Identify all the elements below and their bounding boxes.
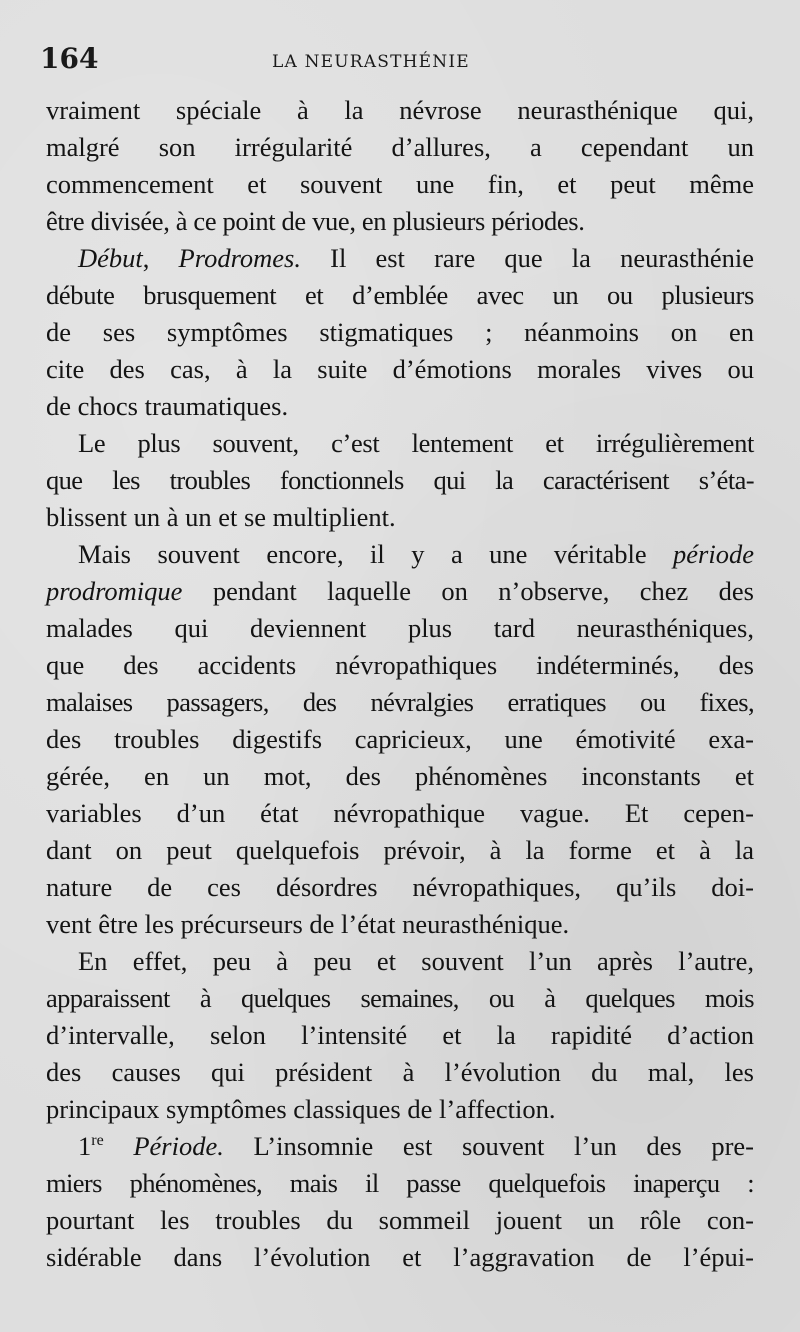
text-fragment: L’insomnie est souvent l’un des pre- bbox=[223, 1131, 755, 1161]
italic-heading-prodromes: Prodromes. bbox=[178, 243, 301, 273]
page-number: 164 bbox=[40, 42, 99, 75]
text-line: de chocs traumatiques. bbox=[46, 391, 289, 421]
paragraph-debut-first-line bbox=[46, 240, 754, 277]
text-line: blissent un à un et se multiplient. bbox=[46, 502, 396, 532]
text-line: malaises passagers, des névralgies erratiques ou fixes, bbox=[46, 687, 754, 717]
italic-heading-debut: Début bbox=[78, 243, 143, 273]
text-line: que des accidents névropathiques indéterminés, des bbox=[46, 650, 754, 680]
italic-term-periode: période bbox=[673, 539, 754, 569]
text-line: cite des cas, à la suite d’émotions morales vives ou bbox=[46, 354, 754, 384]
text-fragment: , bbox=[142, 243, 179, 273]
text-line: pourtant les troubles du sommeil jouent un rôle con- bbox=[46, 1205, 754, 1235]
text-line: miers phénomènes, mais il passe quelquefois inaperçu : bbox=[46, 1168, 754, 1198]
text-line: vent être les précurseurs de l’état neurasthénique. bbox=[46, 909, 570, 939]
text-line: apparaissent à quelques semaines, ou à quelques mois bbox=[46, 983, 754, 1013]
text-line: gérée, en un mot, des phénomènes inconstants et bbox=[46, 761, 754, 791]
italic-heading-periode: Période. bbox=[133, 1131, 224, 1161]
text-line: malgré son irrégularité d’allures, a cependant un bbox=[46, 132, 754, 162]
text-line: des causes qui président à l’évolution du mal, les bbox=[46, 1057, 754, 1087]
ordinal-number: 1 bbox=[78, 1131, 92, 1161]
page-header bbox=[40, 42, 752, 82]
text-line: malades qui deviennent plus tard neurasthéniques, bbox=[46, 613, 754, 643]
text-line: nature de ces désordres névropathiques, qu’ils doi- bbox=[46, 872, 754, 902]
text-line: débute brusquement et d’emblée avec un ou plusieurs bbox=[46, 280, 754, 310]
text-line: d’intervalle, selon l’intensité et la rapidité d’action bbox=[46, 1020, 754, 1050]
text-fragment: Mais souvent encore, il y a une véritable bbox=[78, 539, 674, 569]
body-text bbox=[46, 92, 754, 1276]
text-fragment: Il est rare que la neurasthénie bbox=[300, 243, 754, 273]
text-line: En effet, peu à peu et souvent l’un après l’autre, bbox=[78, 946, 754, 976]
text-line: sidérable dans l’évolution et l’aggravation de l’épui- bbox=[46, 1242, 754, 1272]
text-line: être divisée, à ce point de vue, en plusieurs périodes. bbox=[46, 206, 585, 236]
text-fragment bbox=[104, 1131, 134, 1161]
running-title: LA NEURASTHÉNIE bbox=[272, 52, 470, 72]
text-line: dant on peut quelquefois prévoir, à la forme et à la bbox=[46, 835, 754, 865]
text-line: vraiment spéciale à la névrose neurasthénique qui, bbox=[46, 95, 754, 125]
text-line bbox=[46, 573, 754, 610]
italic-term-prodromique: prodromique bbox=[46, 576, 183, 606]
ordinal-suffix: re bbox=[91, 1132, 104, 1149]
text-line: de ses symptômes stigmatiques ; néanmoins on en bbox=[46, 317, 754, 347]
text-line: Le plus souvent, c’est lentement et irrégulièrement bbox=[78, 428, 754, 458]
text-line: variables d’un état névropathique vague. Et cepen- bbox=[46, 798, 754, 828]
text-fragment: pendant laquelle on n’observe, chez des bbox=[182, 576, 754, 606]
paragraph-periode-first-line bbox=[46, 536, 754, 573]
text-line: principaux symptômes classiques de l’affection. bbox=[46, 1094, 556, 1124]
text-line: commencement et souvent une fin, et peut même bbox=[46, 169, 754, 199]
paragraph-premiere-periode-first-line bbox=[46, 1128, 754, 1165]
text-line: des troubles digestifs capricieux, une émotivité exa- bbox=[46, 724, 754, 754]
text-line: que les troubles fonctionnels qui la caractérisent s’éta- bbox=[46, 465, 754, 495]
